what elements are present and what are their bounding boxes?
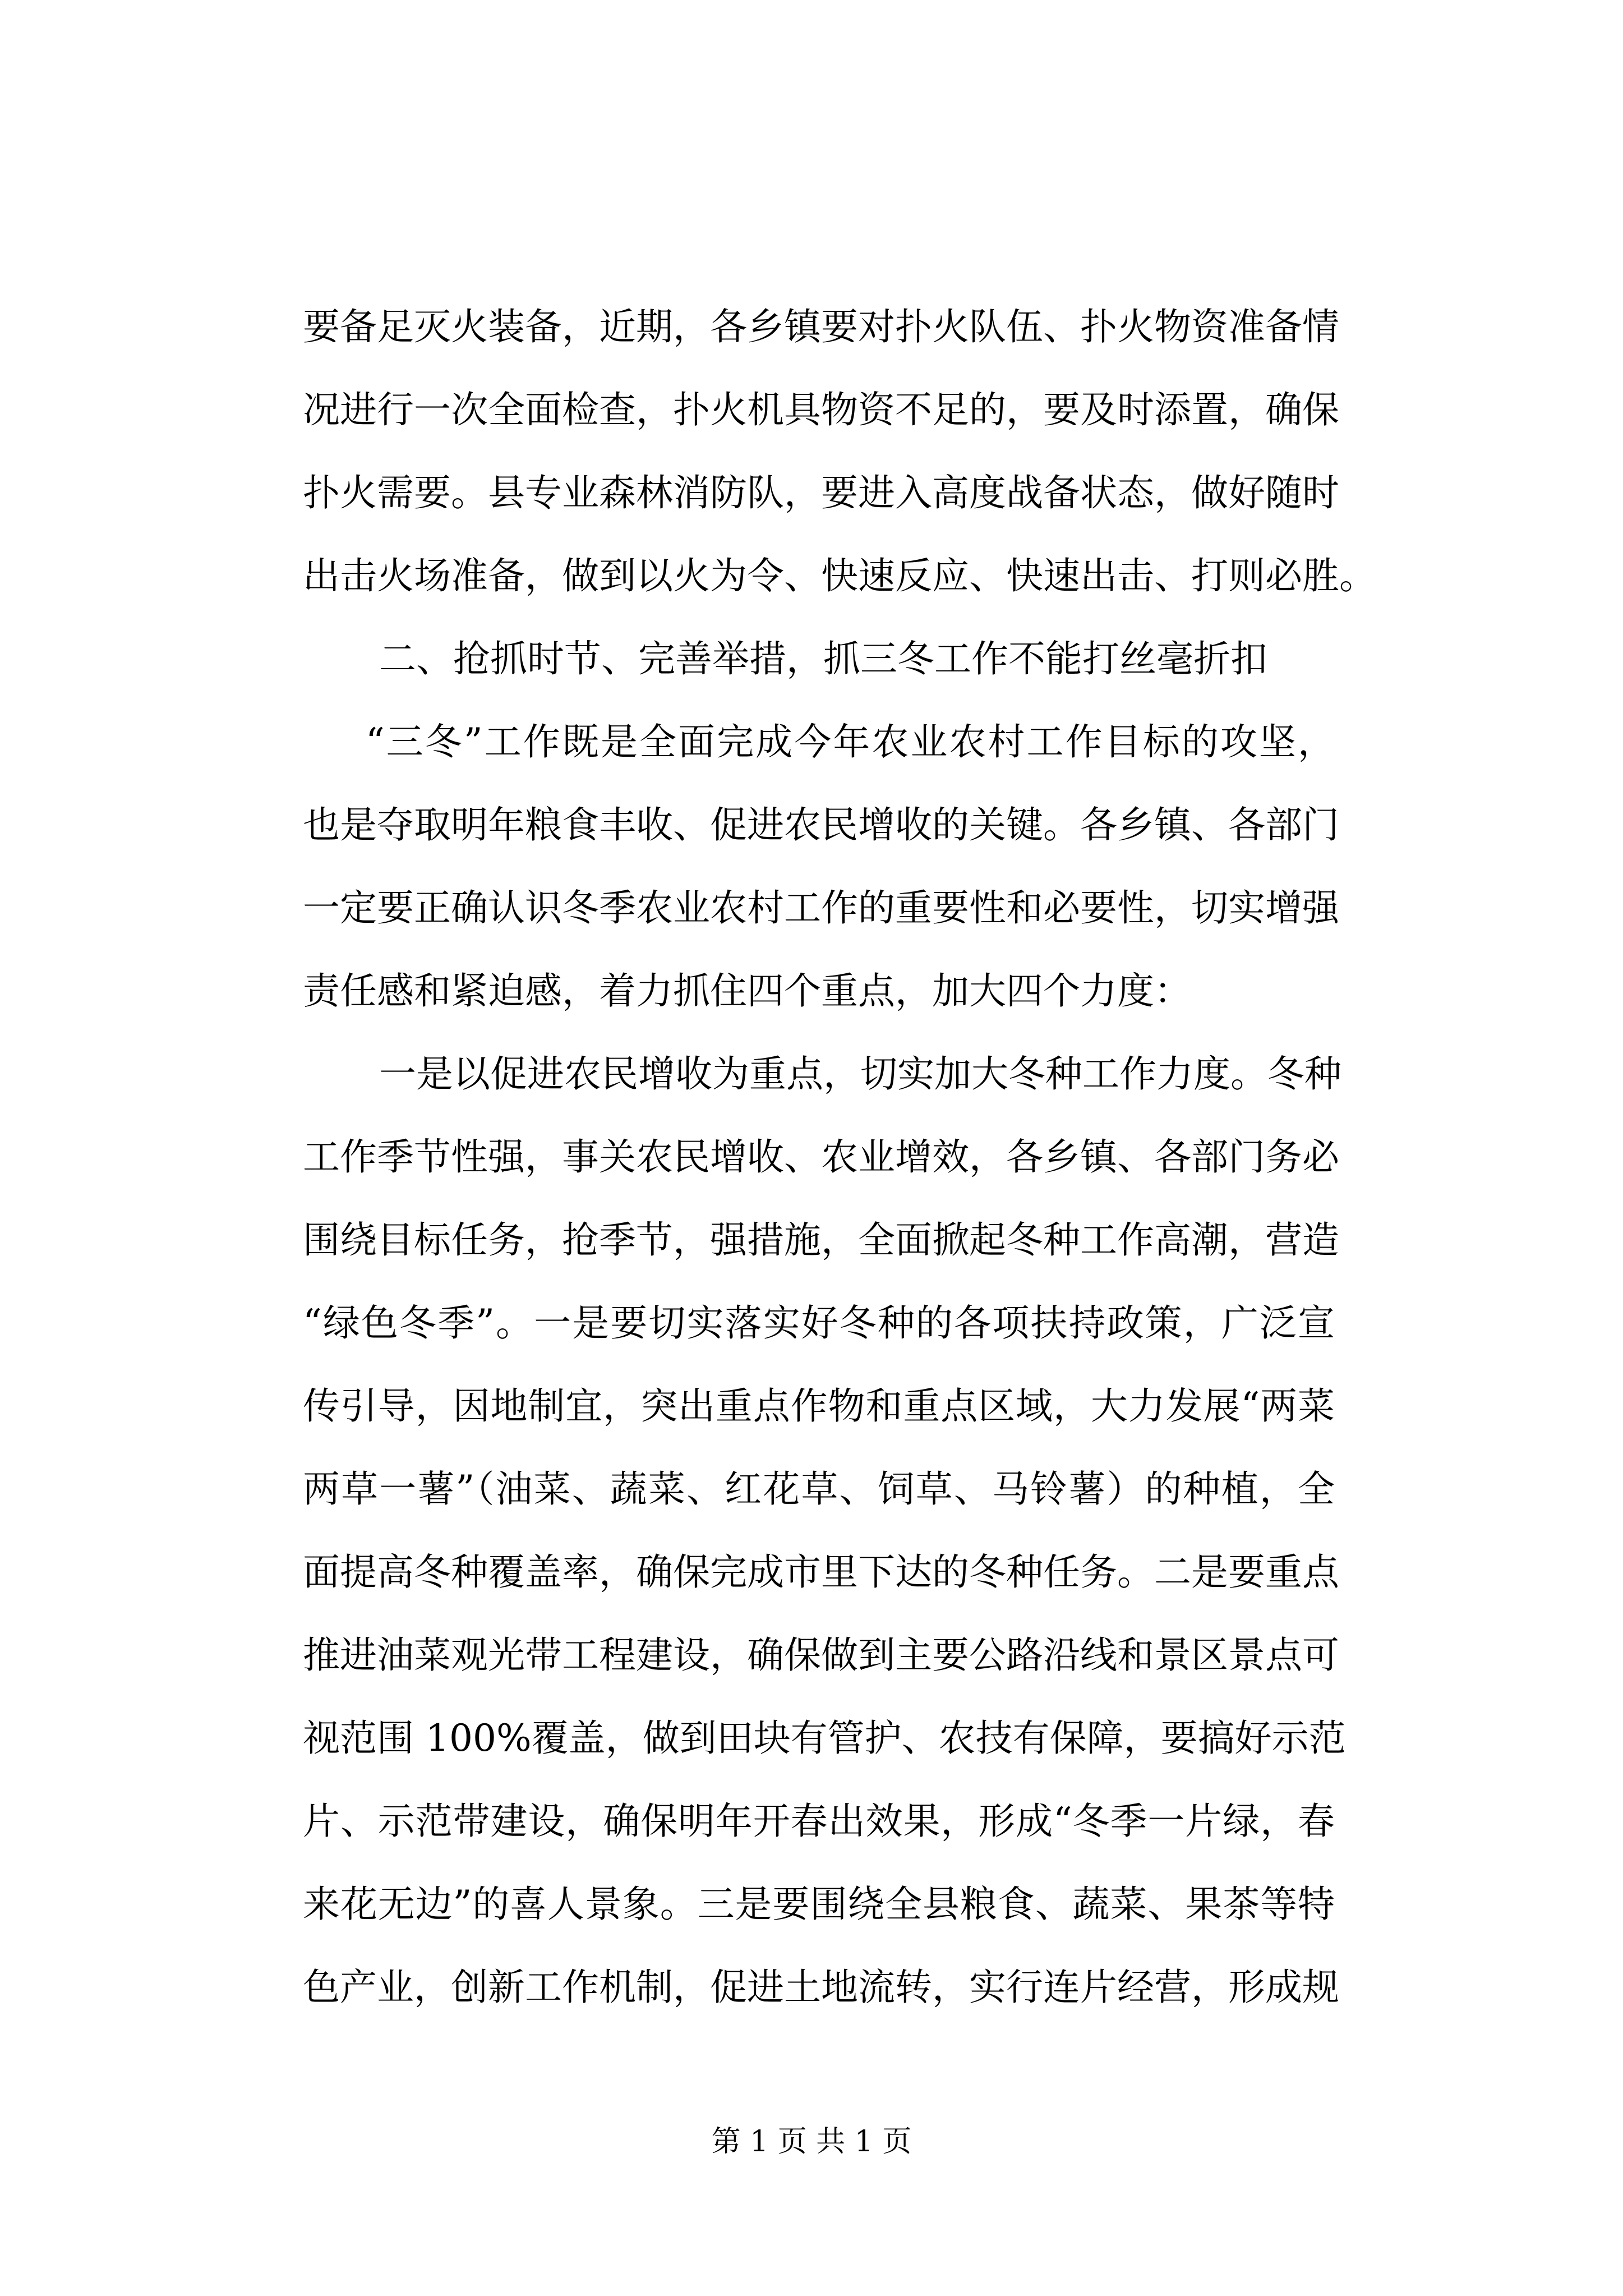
- text-line: 视范围 100%覆盖，做到田块有管护、农技有保障，要搞好示范: [303, 1717, 1346, 1760]
- text-line: 来花无边”的喜人景象。三是要围绕全县粮食、蔬菜、果茶等特: [303, 1883, 1335, 1926]
- text-line: 面提高冬种覆盖率，确保完成市里下达的冬种任务。二是要重点: [303, 1550, 1339, 1594]
- text-line: 一是以促进农民增收为重点，切实加大冬种工作力度。冬种: [379, 1052, 1341, 1096]
- text-line: 出击火场准备，做到以火为令、快速反应、快速出击、打则必胜。: [303, 554, 1376, 597]
- text-line: “三冬”工作既是全面完成今年农业农村工作目标的攻坚，: [366, 720, 1335, 763]
- text-line: 扑火需要。县专业森林消防队，要进入高度战备状态，做好随时: [303, 471, 1339, 514]
- text-line: 色产业，创新工作机制，促进土地流转，实行连片经营，形成规: [303, 1966, 1339, 2009]
- text-line: 责任感和紧迫感，着力抓住四个重点，加大四个力度：: [303, 969, 1191, 1013]
- text-line: “绿色冬季”。一是要切实落实好冬种的各项扶持政策，广泛宣: [303, 1301, 1335, 1345]
- text-line: 片、示范带建设，确保明年开春出效果，形成“冬季一片绿，春: [303, 1800, 1335, 1843]
- text-line: 也是夺取明年粮食丰收、促进农民增收的关键。各乡镇、各部门: [303, 803, 1339, 846]
- text-line: 况进行一次全面检查，扑火机具物资不足的，要及时添置，确保: [303, 388, 1339, 431]
- text-line: 一定要正确认识冬季农业农村工作的重要性和必要性，切实增强: [303, 886, 1339, 930]
- text-line: 围绕目标任务，抢季节，强措施，全面掀起冬种工作高潮，营造: [303, 1218, 1339, 1262]
- page-footer: [0, 2119, 1623, 2164]
- text-line: 两草一薯”（油菜、蔬菜、红花草、饲草、马铃薯）的种植，全: [303, 1467, 1335, 1511]
- text-line: 要备足灭火装备，近期，各乡镇要对扑火队伍、扑火物资准备情: [303, 305, 1339, 348]
- text-line: 工作季节性强，事关农民增收、农业增效，各乡镇、各部门务必: [303, 1135, 1339, 1179]
- text-line: 传引导，因地制宜，突出重点作物和重点区域，大力发展“两菜: [303, 1384, 1335, 1428]
- section-heading: 二、抢抓时节、完善举措，抓三冬工作不能打丝毫折扣: [379, 637, 1267, 680]
- text-line: 推进油菜观光带工程建设，确保做到主要公路沿线和景区景点可: [303, 1634, 1339, 1677]
- page-number-label: 第 1 页 共 1 页: [711, 2125, 912, 2159]
